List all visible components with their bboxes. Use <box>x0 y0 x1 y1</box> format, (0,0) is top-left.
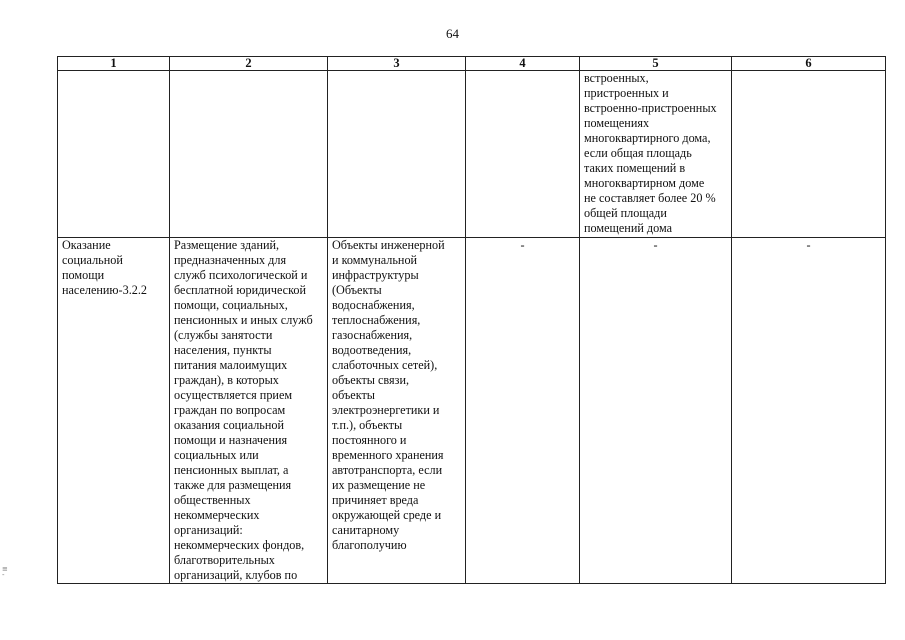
table-cell <box>328 71 466 238</box>
table-cell <box>328 238 466 584</box>
table-header-row <box>58 57 886 71</box>
table-cell <box>580 71 732 238</box>
table-row <box>58 71 886 238</box>
cell-text: Объекты инженерной и коммунальной инфраструктуры (Объекты водоснабжения, теплоснабжения, газоснабжения, водоотведения, слаботочных сетей), объекты связи, объекты электроэнергетики и т.п.), объекты постоянного и временного хранения автотранспорта, если их размещение не причиняет вреда окружающей среде и санитарному благополучию <box>332 238 445 552</box>
column-header-2: 2 <box>170 57 328 71</box>
cell-text: встроенных, пристроенных и встроенно-пристроенных помещениях многоквартирного дома, если общая площадь таких помещений в многоквартирном доме не составляет более 20 % общей площади помещений дома <box>584 71 717 235</box>
cell-text: Размещение зданий, предназначенных для служб психологической и бесплатной юридической помощи, социальных, пенсионных и иных служб (службы занятости населения, пункты питания малоимущих граждан), в которых осуществляется прием граждан по вопросам оказания социальной помощи и назначения социальных или пенсионных выплат, а также для размещения общественных некоммерческих организаций: некоммерческих фондов, благотворительных организаций, клубов по <box>174 238 313 582</box>
cell-text: - <box>653 238 658 252</box>
document-table <box>57 56 886 584</box>
table-cell <box>466 238 580 584</box>
cell-text: Оказание социальной помощи населению-3.2.2 <box>62 238 147 297</box>
table-cell <box>732 71 886 238</box>
table-cell <box>170 238 328 584</box>
column-header-6: 6 <box>732 57 886 71</box>
table-cell <box>58 71 170 238</box>
table-cell <box>580 238 732 584</box>
cell-text: - <box>806 238 811 252</box>
table-cell <box>58 238 170 584</box>
column-header-5: 5 <box>580 57 732 71</box>
cell-text: - <box>520 238 525 252</box>
column-header-1: 1 <box>58 57 170 71</box>
page-number: 64 <box>446 26 459 41</box>
table-cell <box>732 238 886 584</box>
column-header-3: 3 <box>328 57 466 71</box>
margin-mark: ≡ - <box>2 565 8 579</box>
table-cell <box>170 71 328 238</box>
table-row <box>58 238 886 584</box>
table-cell <box>466 71 580 238</box>
column-header-4: 4 <box>466 57 580 71</box>
